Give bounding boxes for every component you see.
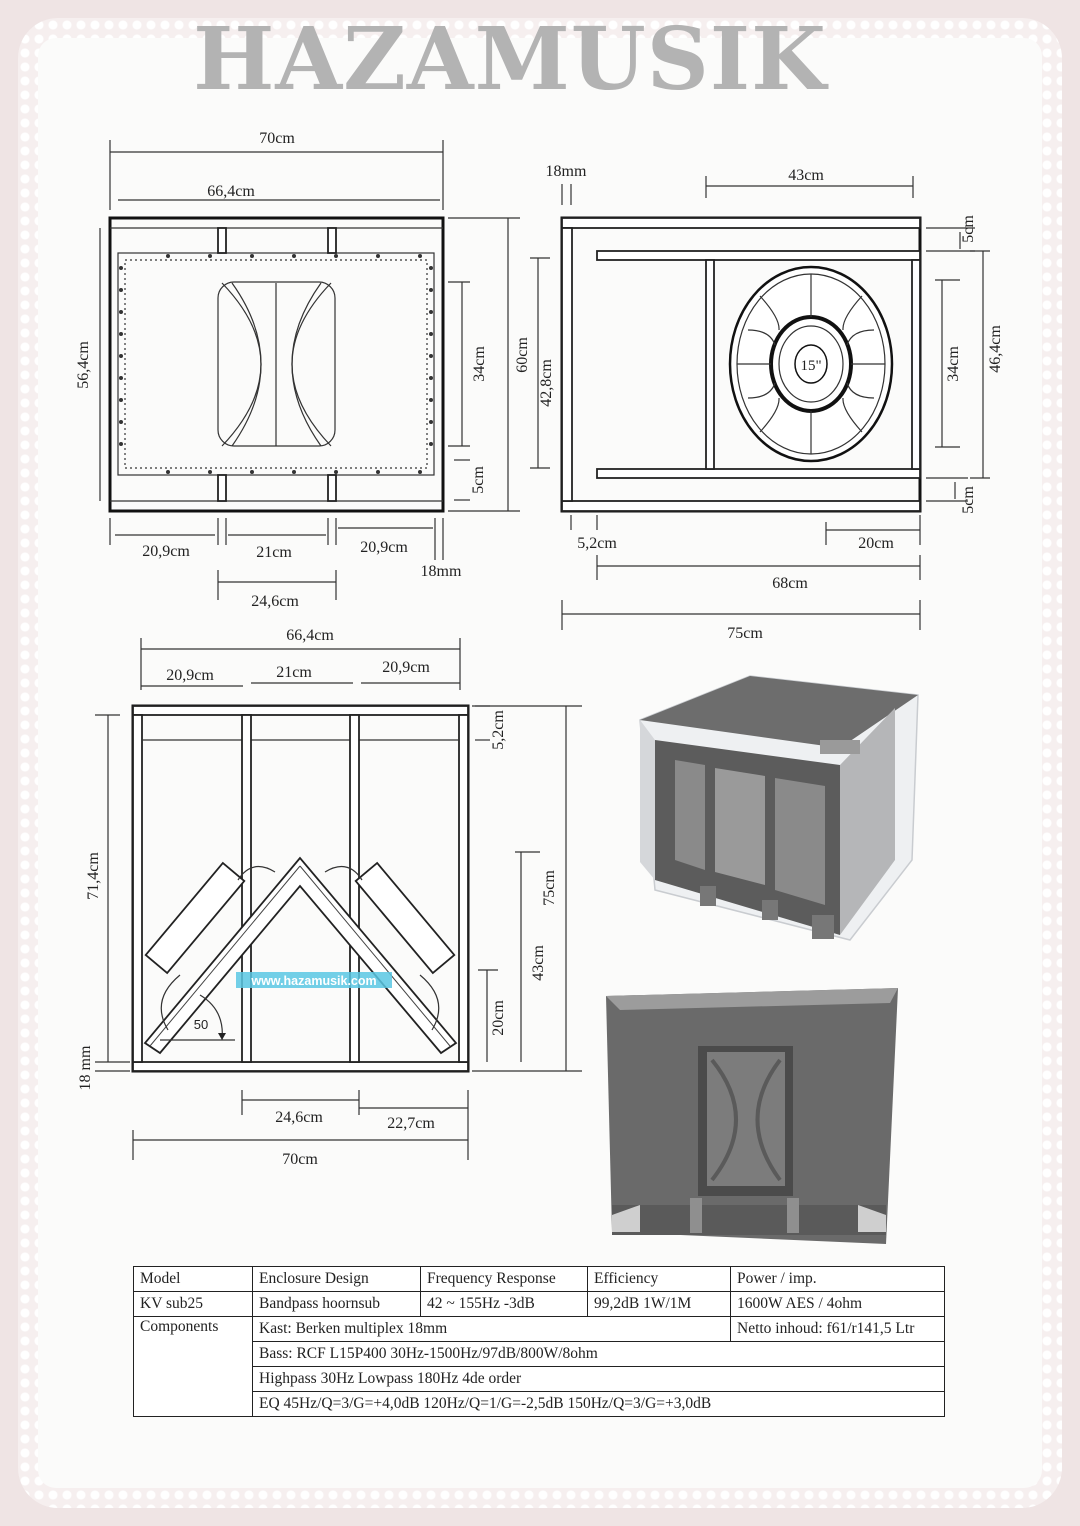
section-dim-227: 22,7cm xyxy=(387,1115,435,1132)
spec-table xyxy=(133,1266,945,1417)
section-dim-246: 24,6cm xyxy=(275,1109,323,1126)
side-dim-75: 75cm xyxy=(727,625,763,642)
spec-eq: EQ 45Hz/Q=3/G=+4,0dB 120Hz/Q=1/G=-2,5dB 150Hz/Q=3/G=+3,0dB xyxy=(253,1392,945,1417)
screw-dot xyxy=(376,254,380,258)
spec-value-enclosure: Bandpass hoornsub xyxy=(253,1292,421,1317)
spec-header-row xyxy=(134,1267,945,1292)
spec-kast: Kast: Berken multiplex 18mm xyxy=(253,1317,731,1342)
spec-filter: Highpass 30Hz Lowpass 180Hz 4de order xyxy=(253,1367,945,1392)
section-dim-664: 66,4cm xyxy=(286,627,334,644)
render-front-view xyxy=(606,988,898,1244)
screw-dot xyxy=(429,354,433,358)
side-dim-top-5: 5cm xyxy=(960,215,977,243)
spec-value-row xyxy=(134,1292,945,1317)
section-dim-20: 20cm xyxy=(490,1000,507,1036)
front-dim-seg-mid: 21cm xyxy=(256,544,292,561)
spec-header-model: Model xyxy=(134,1267,253,1292)
side-dim-68: 68cm xyxy=(772,575,808,592)
screw-dot xyxy=(166,254,170,258)
screw-dot xyxy=(429,310,433,314)
front-dim-outer-width: 70cm xyxy=(259,130,295,147)
spec-value-model: KV sub25 xyxy=(134,1292,253,1317)
screw-dot xyxy=(334,470,338,474)
screw-dot xyxy=(376,470,380,474)
front-dim-slot: 24,6cm xyxy=(251,593,299,610)
front-dim-thickness: 18mm xyxy=(420,563,462,580)
screw-dot xyxy=(119,288,123,292)
screw-dot xyxy=(418,470,422,474)
side-dim-thickness: 18mm xyxy=(545,163,587,180)
spec-header-power: Power / imp. xyxy=(731,1267,945,1292)
spec-value-power: 1600W AES / 4ohm xyxy=(731,1292,945,1317)
screw-dot xyxy=(119,310,123,314)
screw-dot xyxy=(119,420,123,424)
spec-components-row xyxy=(134,1317,945,1342)
screw-dot xyxy=(208,470,212,474)
screw-dot xyxy=(429,420,433,424)
screw-dot xyxy=(292,254,296,258)
screw-dot xyxy=(429,442,433,446)
section-dim-seg-left: 20,9cm xyxy=(166,667,214,684)
section-dim-714: 71,4cm xyxy=(85,852,102,900)
spec-header-efficiency: Efficiency xyxy=(588,1267,731,1292)
front-dim-seg-left: 20,9cm xyxy=(142,543,190,560)
screw-dot xyxy=(119,266,123,270)
spec-value-efficiency: 99,2dB 1W/1M xyxy=(588,1292,731,1317)
front-dim-5: 5cm xyxy=(470,466,487,494)
screw-dot xyxy=(119,354,123,358)
section-dim-52: 5,2cm xyxy=(490,710,507,750)
section-dim-43: 43cm xyxy=(530,945,547,981)
screw-dot xyxy=(250,470,254,474)
screw-dot xyxy=(166,470,170,474)
screw-dot xyxy=(429,288,433,292)
section-dim-70: 70cm xyxy=(282,1151,318,1168)
spec-value-frequency: 42 ~ 155Hz -3dB xyxy=(421,1292,588,1317)
spec-bass-row xyxy=(134,1342,945,1367)
front-dim-34: 34cm xyxy=(471,346,488,382)
side-dim-52: 5,2cm xyxy=(577,535,617,552)
woofer-15inch xyxy=(730,267,892,461)
section-dim-seg-right: 20,9cm xyxy=(382,659,430,676)
driver-size-label: 15" xyxy=(800,358,822,374)
spec-components-label: Components xyxy=(134,1317,253,1417)
side-dim-34: 34cm xyxy=(945,346,962,382)
screw-dot xyxy=(418,254,422,258)
side-dim-20: 20cm xyxy=(858,535,894,552)
screw-dot xyxy=(119,442,123,446)
screw-dot xyxy=(334,254,338,258)
spec-header-frequency: Frequency Response xyxy=(421,1267,588,1292)
screw-dot xyxy=(429,266,433,270)
horn-angle-label: 50 xyxy=(193,1017,209,1032)
spec-filter-row xyxy=(134,1367,945,1392)
front-dim-seg-right: 20,9cm xyxy=(360,539,408,556)
screw-dot xyxy=(292,470,296,474)
side-view xyxy=(546,163,1004,642)
watermark-url: www.hazamusik.com xyxy=(251,974,377,988)
screw-dot xyxy=(119,332,123,336)
spec-netto: Netto inhoud: f61/r141,5 Ltr xyxy=(731,1317,945,1342)
spec-header-enclosure: Enclosure Design xyxy=(253,1267,421,1292)
side-dim-bottom-5: 5cm xyxy=(960,486,977,514)
section-dim-seg-mid: 21cm xyxy=(276,664,312,681)
screw-dot xyxy=(429,332,433,336)
screw-dot xyxy=(119,398,123,402)
section-dim-thickness: 18 mm xyxy=(77,1045,94,1091)
section-dim-75: 75cm xyxy=(541,870,558,906)
front-dim-inner-width: 66,4cm xyxy=(207,183,255,200)
front-dim-60: 60cm xyxy=(514,337,531,373)
spec-bass: Bass: RCF L15P400 30Hz-1500Hz/97dB/800W/8ohm xyxy=(253,1342,945,1367)
front-dim-height: 56,4cm xyxy=(75,341,92,389)
screw-dot xyxy=(208,254,212,258)
screw-dot xyxy=(429,376,433,380)
front-dim-428: 42,8cm xyxy=(538,359,555,407)
screw-dot xyxy=(250,254,254,258)
side-dim-464: 46,4cm xyxy=(987,325,1004,373)
brand-title: HAZAMUSIK xyxy=(193,9,827,110)
render-transparent-view xyxy=(640,676,918,940)
side-dim-43: 43cm xyxy=(788,167,824,184)
screw-dot xyxy=(429,398,433,402)
screw-dot xyxy=(119,376,123,380)
front-view xyxy=(75,130,555,610)
spec-eq-row xyxy=(134,1392,945,1417)
section-view xyxy=(77,627,582,1168)
